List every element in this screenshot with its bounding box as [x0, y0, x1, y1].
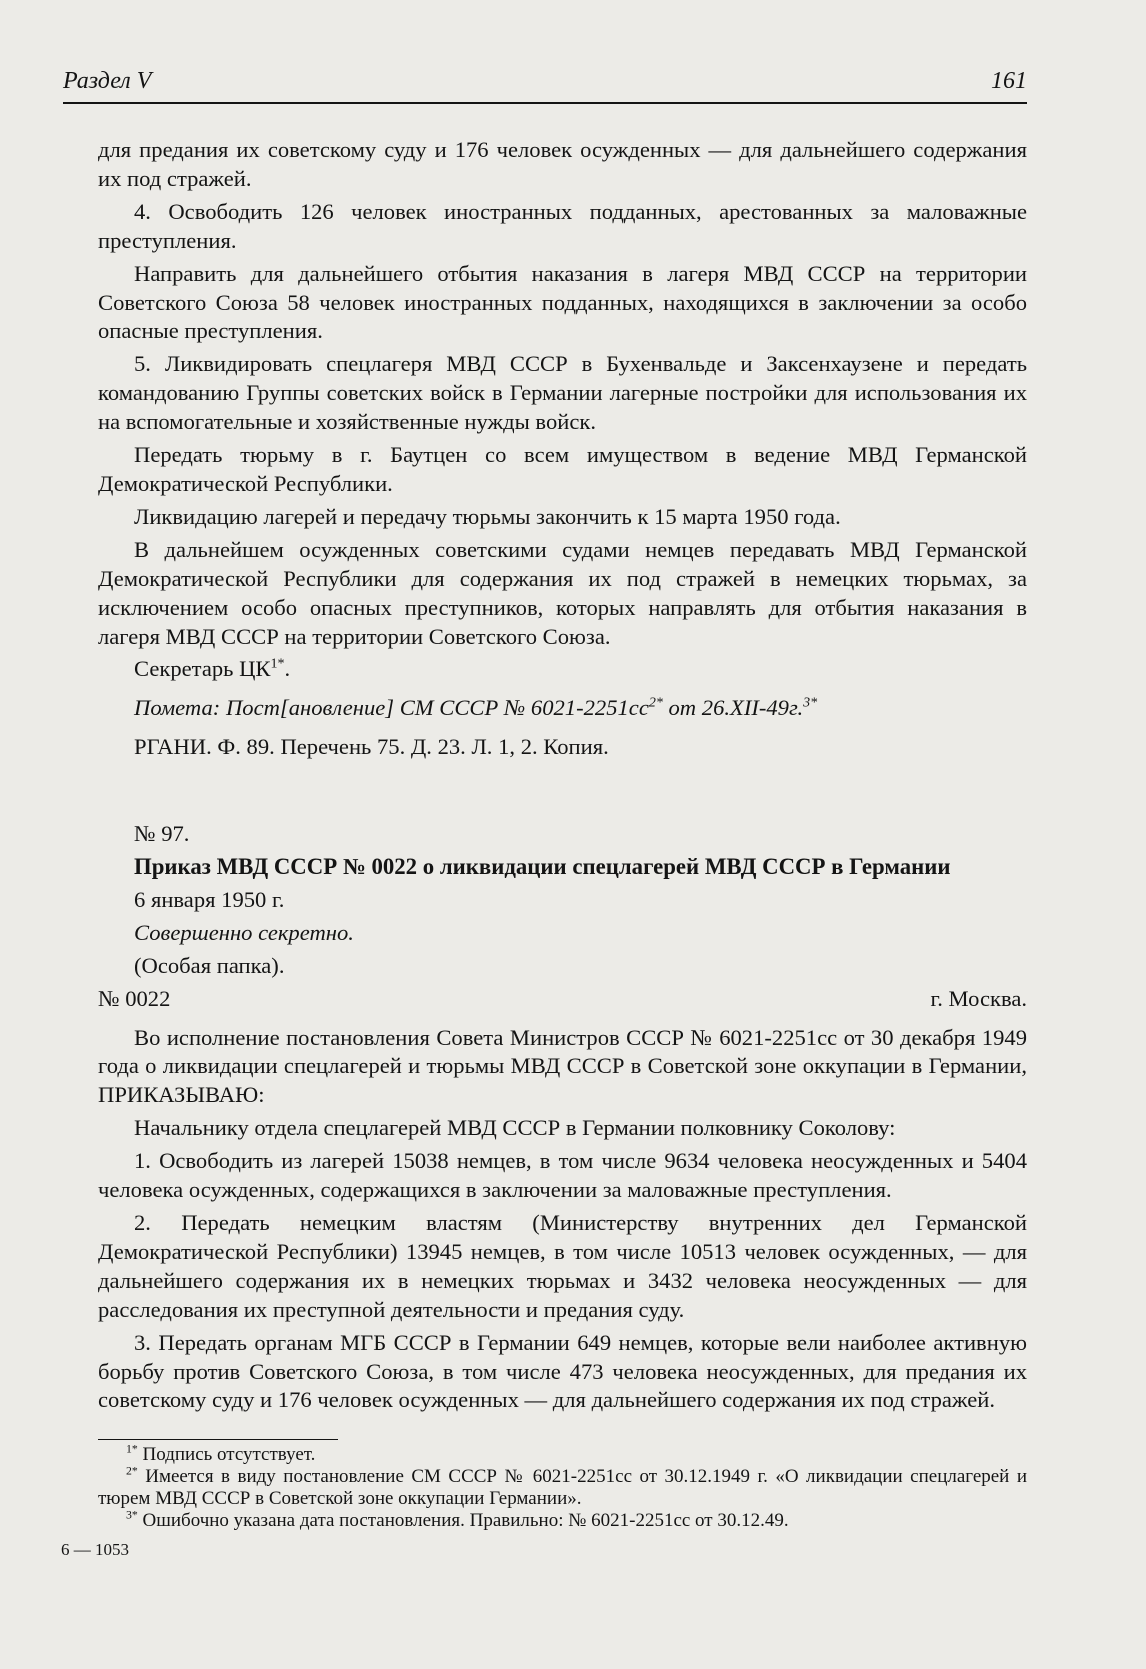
order-preamble: Во исполнение постановления Совета Министров СССР № 6021-2251сс от 30 декабря 1949 года о ликвидации спецлагерей и тюрьмы МВД СССР в Советской зоне оккупации в Германии, ПРИКАЗЫВАЮ: — [98, 1024, 1027, 1108]
footnote-rule — [98, 1439, 338, 1440]
resolution-mark: Помета: Пост[ановление] СМ СССР № $6021-2251сс^{2*}$ от 26.XII-49г.$^{3*}$ — [134, 695, 818, 721]
paragraph-future-transfer: В дальнейшем осужденных советскими судами немцев передавать МВД Германской Демократической Республики для содержания их под стражей в немецких тюрьмах, за исключением особо опасных преступников, которых направлять для отбытия наказания в лагеря МВД СССР на территории Советского Союза. — [98, 536, 1027, 649]
order-number: № 0022 — [98, 985, 171, 1011]
paragraph-item-5: 5. Ликвидировать спецлагеря МВД СССР в Бухенвальде и Заксенхаузене и передать командованию Группы советских войск в Германии лагерные постройки для использования их на вспомогательные и хозяйственные нужды войск. — [98, 351, 1027, 435]
paragraph-foreign-transfer: Направить для дальнейшего отбытия наказания в лагеря МВД СССР на территории Советского Союза 58 человек иностранных подданных, находящихся в заключении за особо опасные преступления. — [98, 260, 1027, 344]
section-title: Раздел V — [63, 68, 152, 94]
footnote-ref-3: 3* — [803, 695, 818, 711]
document-title: Приказ МВД СССР № 0022 о ликвидации спецлагерей МВД СССР в Германии — [134, 854, 951, 880]
paragraph-deadline: Ликвидацию лагерей и передачу тюрьмы закончить к 15 марта 1950 года. — [134, 503, 841, 529]
document-97-header — [98, 820, 1027, 1013]
footnote-1: $^{1*}$ Подпись отсутствует. — [126, 1442, 316, 1465]
running-head — [63, 68, 1027, 95]
special-folder-label: (Особая папка). — [134, 952, 285, 978]
page-number: 161 — [991, 68, 1027, 94]
header-rule — [63, 102, 1027, 104]
order-item-2: 2. Передать немецким властям (Министерству внутренних дел Германской Демократической Республики) 13945 немцев, в том числе 10513 человек осужденных, — для дальнейшего содержания их в немецких тюрьмах и 3432 человека неосужденных — для расследования их преступной деятельности и предания суду. — [98, 1210, 1027, 1322]
document-date: 6 января 1950 г. — [134, 886, 285, 912]
order-addressee: Начальнику отдела спецлагерей МВД СССР в Германии полковнику Соколову: — [134, 1115, 896, 1141]
order-number-line — [98, 985, 1027, 1014]
footnote-2: $^{2*}$ Имеется в виду постановление СМ СССР № 6021-2251сс от 30.12.1949 г. «О ликвидации спецлагерей и тюрем МВД СССР в Советской зоне оккупации Германии». — [98, 1464, 1027, 1509]
order-city: г. Москва. — [930, 985, 1027, 1011]
order-item-1: 1. Освободить из лагерей 15038 немцев, в том числе 9634 человека неосужденных и 5404 человека осужденных, содержащихся в заключении за маловажные преступления. — [98, 1148, 1027, 1203]
classification-label: Совершенно секретно. — [134, 919, 354, 945]
secretary-line: Секретарь $ЦК^{1*}$. — [134, 656, 291, 682]
paragraph-continuation: для предания их советскому суду и 176 человек осужденных — для дальнейшего содержания их под стражей. — [98, 137, 1027, 191]
footnotes — [98, 1444, 1027, 1532]
footnote-ref-2: 2* — [648, 695, 663, 711]
archive-reference: РГАНИ. Ф. 89. Перечень 75. Д. 23. Л. 1, 2. Копия. — [134, 734, 609, 760]
printer-signature-mark: 6 — 1053 — [61, 1540, 129, 1559]
order-item-3: 3. Передать органам МГБ СССР в Германии 649 немцев, которые вели наиболее активную борьбу против Советского Союза, в том числе 473 человека неосужденных, для предания их советскому суду и 176 человек осужденных — для дальнейшего содержания их под стражей. — [98, 1329, 1027, 1413]
main-text — [98, 136, 1027, 1419]
paragraph-bautzen-prison: Передать тюрьму в г. Баутцен со всем имуществом в ведение МВД Германской Демократической Республики. — [98, 442, 1027, 496]
document-number: № 97. — [134, 821, 190, 847]
paragraph-item-4: 4. Освободить 126 человек иностранных подданных, арестованных за маловажные преступления. — [98, 198, 1027, 253]
footnote-ref-1: 1* — [270, 656, 285, 672]
footnote-3: $^{3*}$ Ошибочно указана дата постановления. Правильно: № 6021-2251сс от 30.12.49. — [126, 1508, 789, 1531]
